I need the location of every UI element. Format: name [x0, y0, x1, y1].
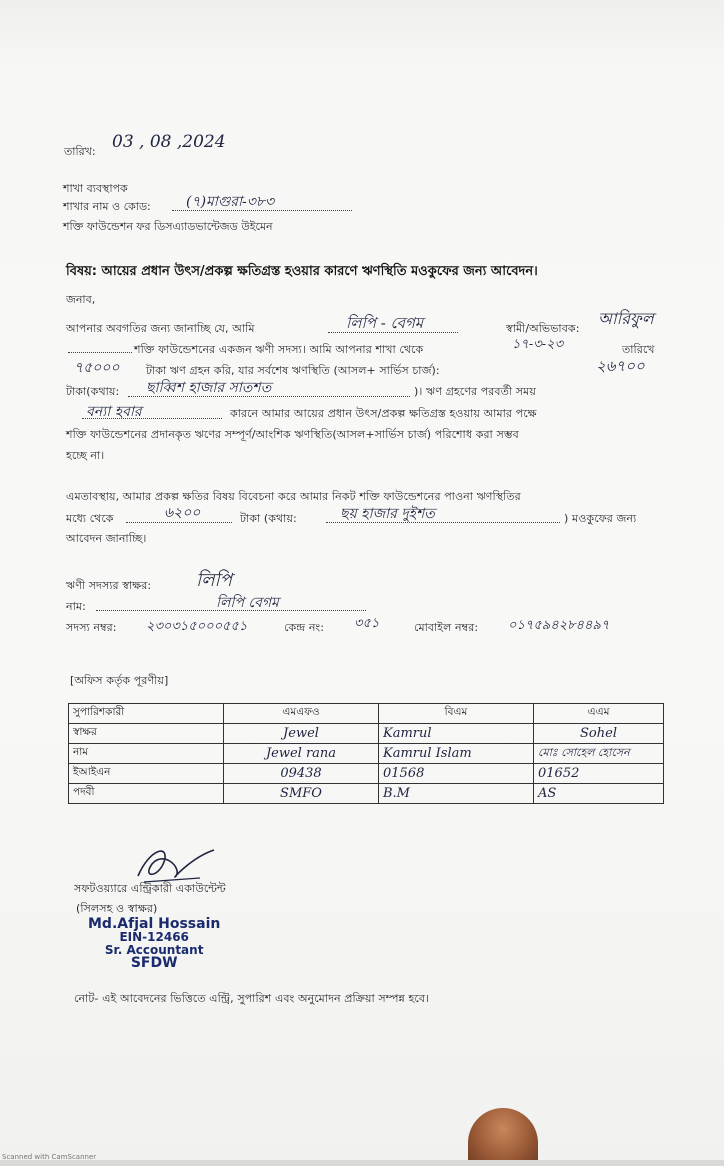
- footer-note: নোট- এই আবেদনের ভিত্তিতে এন্ট্রি, সুপারিশ এবং অনুমোদন প্রক্রিয়া সম্পন্ন হবে।: [74, 992, 430, 1005]
- accountant-seal-note: (সিলসহ ও স্বাক্ষর): [76, 902, 158, 915]
- balance-in-words: ছাব্বিশ হাজার সাতশত: [146, 380, 272, 396]
- body2-line-2c: ) মওকুফের জন্য: [564, 512, 637, 525]
- scanner-watermark: Scanned with CamScanner: [2, 1153, 97, 1160]
- salutation: জনাব,: [66, 293, 96, 306]
- table-header-row: [69, 704, 664, 724]
- stamp-role: Sr. Accountant: [104, 943, 204, 957]
- loan-date: ১৭-৩-২৩: [512, 337, 564, 352]
- office-use-label: [অফিস কর্তৃক পূরণীয়]: [70, 674, 169, 687]
- mobile-label: মোবাইল নম্বর:: [414, 621, 479, 634]
- center-number: ৩৫১: [354, 616, 380, 631]
- member-name-label: নাম:: [66, 600, 86, 613]
- table-row: [69, 764, 664, 784]
- row-label-designation: পদবী: [69, 784, 224, 804]
- am-signature: Sohel: [580, 726, 617, 741]
- am-ein: 01652: [538, 766, 580, 781]
- branch-name-code-value: (৭)মাগুরা-৩৮৩: [186, 194, 275, 210]
- foundation-name: শক্তি ফাউন্ডেশন ফর ডিসএ্যাডভান্টেজড উইমেন: [63, 220, 273, 233]
- body-line-1b: স্বামী/অভিভাবক:: [506, 322, 580, 335]
- table-row: [69, 744, 664, 764]
- damage-reason: বন্যা হবার: [86, 404, 142, 420]
- date-label: তারিখ:: [64, 145, 96, 158]
- member-name: লিপি বেগম: [216, 595, 279, 611]
- body-line-2b: শক্তি ফাউন্ডেশনের একজন ঋণী সদস্য। আমি আপনার শাখা থেকে: [134, 343, 424, 356]
- loan-amount: ৭৫০০০: [74, 360, 120, 376]
- mobile-number: ০১৭৫৯৪২৮৪৪৯৭: [508, 618, 610, 633]
- mfo-designation: SMFO: [280, 786, 322, 801]
- member-id-label: সদস্য নম্বর:: [66, 621, 117, 634]
- body-line-6: শক্তি ফাউন্ডেশনের প্রদানকৃত ঋণের সম্পূর্ণ/আংশিক ঋণস্থিতি(আসল+সার্ভিস চার্জ) পরিশোধ করা সম্ভব: [66, 428, 519, 441]
- header-mfo: এমএফও: [224, 704, 379, 724]
- mfo-ein: 09438: [280, 766, 322, 781]
- date-value: 03 , 08 ,2024: [112, 132, 226, 152]
- member-signature: লিপি: [196, 570, 232, 591]
- row-label-name: নাম: [69, 744, 224, 764]
- bm-signature: Kamrul: [383, 726, 432, 741]
- bm-designation: B.M: [383, 786, 410, 801]
- header-am: এএম: [534, 704, 664, 724]
- stamp-ein: EIN-12466: [119, 930, 189, 944]
- finger-photo: [468, 1108, 538, 1160]
- body2-line-1: এমতাবস্থায়, আমার প্রকল্প ক্ষতির বিষয় বিবেচনা করে আমার নিকট শক্তি ফাউন্ডেশনের পাওনা ঋণস্থিতির: [66, 490, 521, 503]
- header-bm: বিএম: [379, 704, 534, 724]
- body-line-2c: তারিখে: [622, 343, 655, 356]
- row-label-signature: স্বাক্ষর: [69, 724, 224, 744]
- loan-balance: ২৬৭০০: [596, 357, 645, 375]
- bm-name: Kamrul Islam: [383, 746, 472, 761]
- body2-line-2a: মধ্যে থেকে: [66, 512, 114, 525]
- body-line-3a: টাকা ঋণ গ্রহন করি, যার সর্বশেষ ঋণস্থিতি (আসল+ সার্ভিস চার্জ):: [146, 364, 440, 377]
- body-line-4a: টাকা(কথায়:: [66, 385, 120, 398]
- body-line-1a: আপনার অবগতির জন্য জানাচ্ছি যে, আমি: [66, 322, 255, 335]
- body-line-4b: )। ঋণ গ্রহণের পরবর্তী সময়: [414, 385, 536, 398]
- bm-ein: 01568: [383, 766, 425, 781]
- body-dots-2: [68, 352, 132, 353]
- body2-line-2b: টাকা (কথায়:: [240, 512, 297, 525]
- recommendation-table: [68, 703, 664, 804]
- row-label-ein: ইআইএন: [69, 764, 224, 784]
- mfo-signature: Jewel: [283, 726, 319, 741]
- applicant-name: লিপি - বেগম: [346, 314, 424, 332]
- body2-line-3: আবেদন জানাচ্ছি।: [66, 532, 147, 545]
- branch-manager: শাখা ব্যবস্থাপক: [63, 182, 128, 195]
- branch-name-code-label: শাখার নাম ও কোড:: [63, 200, 151, 213]
- table-row: [69, 724, 664, 744]
- am-name: মোঃ সোহেল হোসেন: [538, 746, 630, 759]
- subject-line: বিষয়: আয়ের প্রধান উৎস/প্রকল্প ক্ষতিগ্রস্ত হওয়ার কারণে ঋণস্থিতি মওকুফের জন্য আবেদন।: [66, 264, 538, 279]
- body-dots-5: [82, 418, 222, 419]
- accountant-signature-icon: [130, 838, 220, 886]
- accountant-title: সফটওয়্যারে এন্ট্রিকারী একাউন্টেন্ট: [74, 882, 226, 895]
- body-line-7: হচ্ছে না।: [66, 449, 105, 462]
- center-label: কেন্দ্র নং:: [284, 621, 325, 634]
- am-designation: AS: [538, 786, 557, 801]
- waiver-amount: ৬২০০: [164, 505, 201, 521]
- mfo-name: Jewel rana: [265, 746, 337, 761]
- member-sign-label: ঋণী সদস্যর স্বাক্ষর:: [66, 579, 152, 592]
- waiver-in-words: ছয় হাজার দুইশত: [340, 506, 435, 522]
- stamp-org: SFDW: [130, 955, 178, 971]
- header-recommender: সুপারিশকারী: [69, 704, 224, 724]
- guardian-name: আরিফুল: [598, 309, 654, 328]
- member-id: ২৩০৩১৫০০০৫৫১: [146, 619, 248, 634]
- body-line-5a: কারনে আমার আয়ের প্রধান উৎস/প্রকল্প ক্ষতিগ্রস্ত হওয়ায় আমার পক্ষে: [230, 407, 537, 420]
- table-row: [69, 784, 664, 804]
- accountant-stamp: [88, 918, 220, 970]
- stamp-name: Md.Afjal Hossain: [88, 916, 221, 932]
